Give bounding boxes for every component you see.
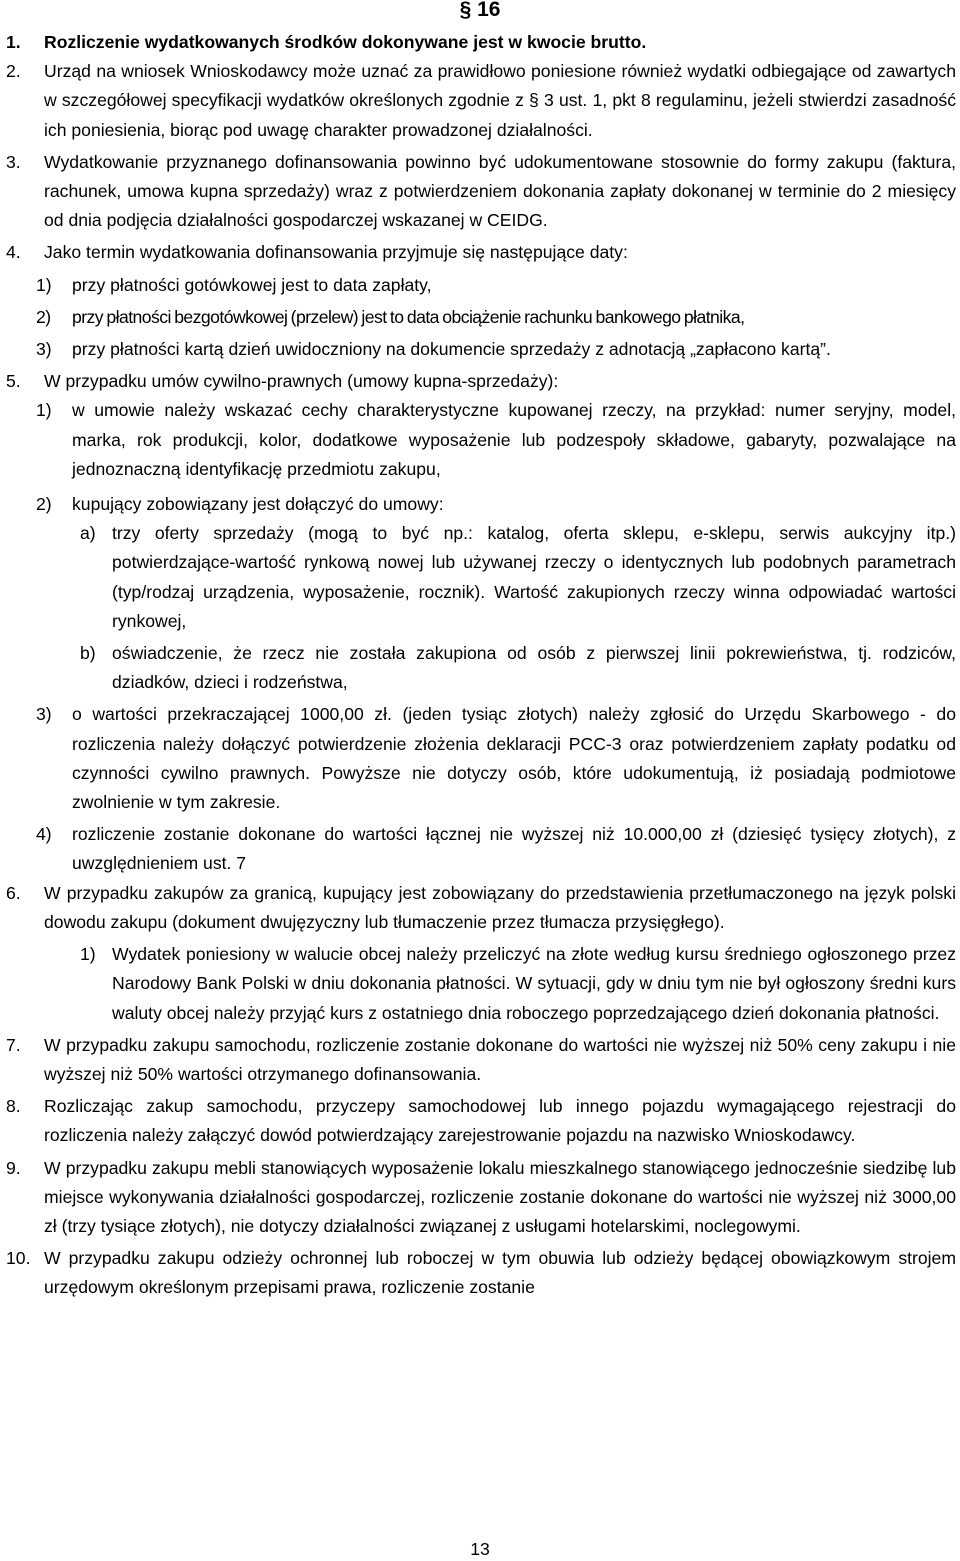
sub-item-5-2-b (0, 639, 960, 697)
list-item-2 (0, 57, 960, 145)
item-text: Wydatek poniesiony w walucie obcej należy przeliczyć na złote według kursu średniego ogłoszonego przez Narodowy Bank Polski w dniu dokonania płatności. W sytuacji, gdy w dniu tym nie był ogłoszony średni kurs waluty obcej należy przyjąć kurs z ostatniego dnia roboczego poprzedzającego dzień dokonania płatności. (112, 944, 956, 1023)
item-number: 10. (6, 1248, 31, 1269)
item-text: w umowie należy wskazać cechy charakterystyczne kupowanej rzeczy, na przykład: numer seryjny, model, marka, rok produkcji, kolor, dodatkowe wyposażenie lub podzespoły składowe, gabaryty, pozwalające na jednoznaczną identyfikację przedmiotu zakupu, (72, 400, 956, 479)
item-number: 2) (36, 306, 51, 327)
item-text: o wartości przekraczającej 1000,00 zł. (jeden tysiąc złotych) należy zgłosić do Urzędu Skarbowego - do rozliczenia należy dołączyć potwierdzenie złożenia deklaracji PCC-3 oraz potwierdzeniem zapłaty podatku od czynności cywilno prawnych. Powyższe nie dotyczy osób, które udokumentują, iż posiadają podmiotowe zwolnienie w tym zakresie. (72, 704, 956, 813)
item-number: 2) (36, 494, 52, 515)
item-text: trzy oferty sprzedaży (mogą to być np.: katalog, oferta sklepu, e-sklepu, serwis aukcyjny itp.) potwierdzające-wartość rynkową nowej lub używanej rzeczy o identycznych lub podobnych parametrach (typ/rodzaj urządzenia, wyposażenie, rocznik). Wartość zakupionych rzeczy winna odpowiadać wartości rynkowej, (112, 523, 956, 631)
item-text: W przypadku umów cywilno-prawnych (umowy kupna-sprzedaży): (44, 371, 559, 392)
sub-item-5-3 (0, 700, 960, 817)
item-number: 1) (36, 400, 52, 421)
item-text: oświadczenie, że rzecz nie została zakupiona od osób z pierwszej linii pokrewieństwa, tj. rodziców, dziadków, dzieci i rodzeństwa, (112, 643, 956, 693)
item-number: 4. (6, 242, 21, 263)
item-number: 5. (6, 371, 21, 392)
item-number: 7. (6, 1034, 21, 1055)
item-text: W przypadku zakupów za granicą, kupujący jest zobowiązany do przedstawienia przetłumaczonego na język polski dowodu zakupu (dokument dwujęzyczny lub tłumaczenie przez tłumacza przysięgłego). (44, 882, 956, 932)
item-number: 1) (80, 944, 96, 965)
list-item-1 (0, 28, 960, 57)
list-item-7 (0, 1031, 960, 1089)
item-number: 6. (6, 882, 21, 903)
item-number: 1) (36, 274, 52, 295)
item-number: 2. (6, 61, 21, 82)
sub-item-6-1 (0, 940, 960, 1028)
item-text: kupujący zobowiązany jest dołączyć do umowy: (72, 494, 444, 515)
item-text: Rozliczając zakup samochodu, przyczepy samochodowej lub innego pojazdu wymagającego rejestracji do rozliczenia należy załączyć dowód potwierdzający zarejestrowanie pojazdu na nazwisko Wnioskodawcy. (44, 1096, 956, 1146)
list-item-6 (0, 879, 960, 937)
item-number: 3. (6, 151, 21, 172)
list-item-5 (0, 367, 960, 396)
sub-item-5-2-a (0, 519, 960, 636)
list-item-3 (0, 148, 960, 236)
item-text: przy płatności bezgotówkowej (przelew) jest to data obciążenie rachunku bankowego płatnika, (72, 306, 745, 327)
item-number: a) (80, 523, 96, 544)
item-number: 1. (6, 32, 21, 52)
sub-item-5-4 (0, 820, 960, 878)
item-text: przy płatności kartą dzień uwidoczniony na dokumencie sprzedaży z adnotacją „zapłacono kartą”. (72, 339, 831, 360)
item-number: 3) (36, 339, 52, 360)
item-text: Jako termin wydatkowania dofinansowania przyjmuje się następujące daty: (44, 242, 628, 263)
item-text: W przypadku zakupu odzieży ochronnej lub roboczej w tym obuwia lub odzieży będącej obowiązkowym strojem urzędowym określonym przepisami prawa, rozliczenie zostanie (44, 1248, 956, 1298)
item-text: Wydatkowanie przyznanego dofinansowania powinno być udokumentowane stosownie do formy zakupu (faktura, rachunek, umowa kupna sprzedaży) wraz z potwierdzeniem dokonania zapłaty dokonanej w terminie do 2 miesięcy od dnia podjęcia działalności gospodarczej wskazanej w CEIDG. (44, 151, 956, 231)
item-text: W przypadku zakupu samochodu, rozliczenie zostanie dokonane do wartości nie wyższej niż 50% ceny zakupu i nie wyższej niż 50% wartości otrzymanego dofinansowania. (44, 1034, 956, 1084)
list-item-10 (0, 1244, 960, 1302)
item-number: b) (80, 643, 96, 664)
sub-item-5-2 (0, 490, 960, 519)
list-item-4 (0, 238, 960, 267)
sub-item-4-3 (0, 335, 960, 364)
sub-item-4-2 (0, 303, 960, 332)
item-number: 4) (36, 824, 52, 845)
section-heading: § 16 (459, 0, 501, 21)
section-content (0, 28, 960, 1303)
page-number: 13 (470, 1539, 490, 1559)
item-text: Urząd na wniosek Wnioskodawcy może uznać za prawidłowo poniesione również wydatki odbiegające od zawartych w szczegółowej specyfikacji wydatków określonych zgodnie z § 3 ust. 1, pkt 8 regulaminu, jeżeli stwierdzi zasadność ich poniesienia, biorąc pod uwagę charakter prowadzonej działalności. (44, 61, 956, 140)
sub-item-4-1 (0, 271, 960, 300)
item-text: rozliczenie zostanie dokonane do wartości łącznej nie wyższej niż 10.000,00 zł (dziesięć tysięcy złotych), z uwzględnieniem ust. 7 (72, 824, 956, 874)
list-item-8 (0, 1092, 960, 1150)
item-text: przy płatności gotówkowej jest to data zapłaty, (72, 274, 432, 295)
list-item-9 (0, 1154, 960, 1242)
item-text: W przypadku zakupu mebli stanowiących wyposażenie lokalu mieszkalnego stanowiącego jednocześnie siedzibę lub miejsce wykonywania działalności gospodarczej, rozliczenie zostanie dokonane do wartości nie wyższej niż 3000,00 zł (trzy tysiące złotych), nie dotyczy działalności związanej z usługami hotelarskimi, noclegowymi. (44, 1157, 956, 1236)
item-number: 9. (6, 1157, 21, 1178)
sub-item-5-1 (0, 396, 960, 484)
item-number: 3) (36, 704, 52, 725)
item-number: 8. (6, 1096, 21, 1117)
item-text: Rozliczenie wydatkowanych środków dokonywane jest w kwocie brutto. (44, 32, 647, 52)
